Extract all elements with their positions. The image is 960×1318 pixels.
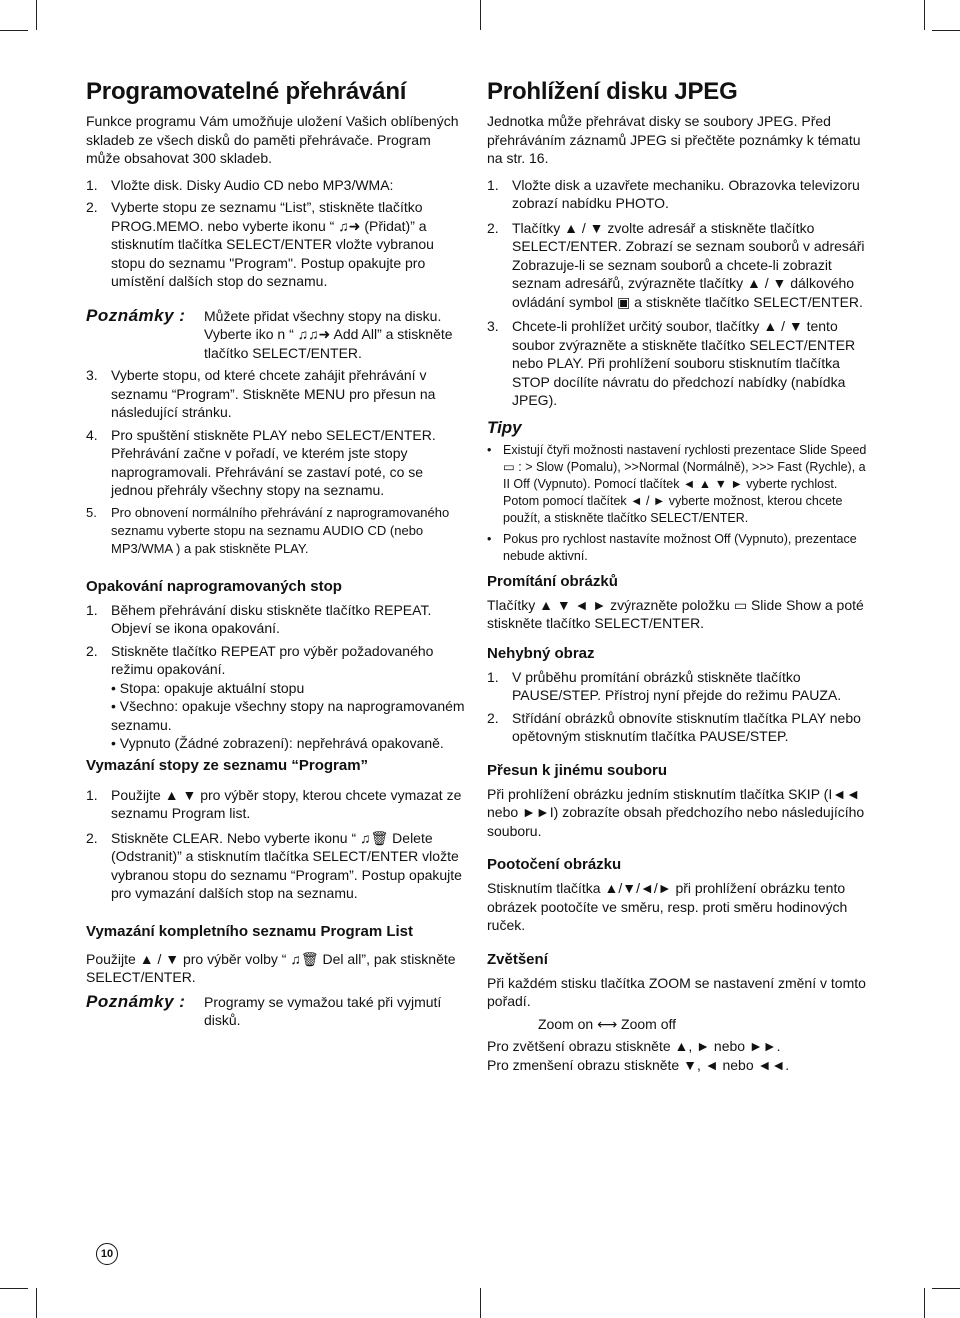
list-item: • Vypnuto (Žádné zobrazení): nepřehrává opakovaně. bbox=[111, 735, 444, 751]
section-title-program: Programovatelné přehrávání bbox=[86, 78, 407, 105]
right-column bbox=[487, 78, 873, 1074]
move-text: Při prohlížení obrázku jedním stisknutím tlačítka SKIP (I◄◄ nebo ►►I) zobrazíte obsah předchozího nebo následujícího souboru. bbox=[487, 785, 865, 839]
subsection-title-still: Nehybný obraz bbox=[487, 644, 595, 662]
zoom-text: Při každém stisku tlačítka ZOOM se nastavení změní v tomto pořadí. bbox=[487, 974, 866, 1009]
rotate-text: Stisknutím tlačítka ▲/▼/◄/► při prohlížení obrázku tento obrázek pootočíte ve směru, resp. proti směru hodinových ruček. bbox=[487, 880, 848, 933]
list-item: • Všechno: opakuje všechny stopy na naprogramovaném seznamu. bbox=[111, 698, 465, 733]
crop-mark-top-center bbox=[480, 0, 481, 30]
subsection-title-move: Přesun k jinému souboru bbox=[487, 761, 668, 779]
step-item: 2. Vyberte stopu ze seznamu “List”, stiskněte tlačítko PROG.MEMO. nebo vyberte ikonu “ ♫➜ (Přidat)” a stisknutím tlačítka SELECT/ENTER vložte vybranou stopu do seznamu "Program". Postup opakujte pro umístění dalších stop do seznamu. bbox=[86, 199, 434, 289]
note-block bbox=[86, 993, 468, 1030]
step-item: 3. Vyberte stopu, od které chcete zahájit přehrávání v seznamu “Program”. Stiskněte MENU pro přesun na následující stránku. bbox=[86, 367, 436, 420]
zoom-in-text: Pro zvětšení obrazu stiskněte ▲, ► nebo ►►. bbox=[487, 1038, 781, 1054]
section-title-jpeg: Prohlížení disku JPEG bbox=[487, 78, 738, 105]
crop-mark-bottom-left-h bbox=[0, 1288, 28, 1289]
intro-text: Jednotka může přehrávat disky se soubory JPEG. Před přehráváním záznamů JPEG si přečtěte poznámky k tématu na str. 16. bbox=[487, 113, 861, 166]
step-item: 3. Chcete-li prohlížet určitý soubor, tlačítky ▲ / ▼ tento soubor zvýrazněte a stiskněte tlačítko SELECT/ENTER nebo PLAY. Při prohlížení souboru stisknutím tlačítka STOP docílíte návratu do předchozí nabídky (nabídka JPEG). bbox=[487, 318, 856, 408]
crop-mark-bottom-right bbox=[924, 1288, 925, 1318]
step-item: 2. Střídání obrázků obnovíte stisknutím tlačítka PLAY nebo opětovným stisknutím tlačítka PAUSE/STEP. bbox=[487, 709, 861, 744]
step-item: 1. V průběhu promítání obrázků stiskněte tlačítko PAUSE/STEP. Přístroj nyní přejde do režimu PAUZA. bbox=[487, 668, 842, 703]
note-heading: Poznámky : bbox=[86, 305, 186, 325]
step-item: 1. Vložte disk. Disky Audio CD nebo MP3/WMA: bbox=[86, 176, 394, 193]
note-text: Můžete přidat všechny stopy na disku. Vyberte iko n “ ♫♫➜ Add All” a stiskněte tlačítko SELECT/ENTER. bbox=[204, 307, 453, 361]
crop-mark-top-left-h bbox=[0, 30, 28, 31]
subsection-title-slides: Promítání obrázků bbox=[487, 572, 618, 590]
slides-text: Tlačítky ▲ ▼ ◄ ► zvýrazněte položku ▭ Slide Show a poté stiskněte tlačítko SELECT/ENTER. bbox=[487, 596, 864, 631]
crop-mark-top-right bbox=[924, 0, 925, 30]
subsection-title-repeat: Opakování naprogramovaných stop bbox=[86, 577, 342, 595]
note-heading: Poznámky : bbox=[86, 991, 186, 1011]
subsection-title-delete-all: Vymazání kompletního seznamu Program List bbox=[86, 922, 414, 940]
step-item: 5. Pro obnovení normálního přehrávání z naprogramovaného seznamu vyberte stopu na seznamu AUDIO CD (nebo MP3/WMA ) a pak stiskněte PLAY. bbox=[86, 504, 450, 556]
zoom-sequence: Zoom on ⟷ Zoom off bbox=[537, 1015, 677, 1032]
crop-mark-bottom-left bbox=[36, 1288, 37, 1318]
note-text: Programy se vymažou také při vyjmutí disků. bbox=[204, 993, 442, 1028]
step-item: 1. Během přehrávání disku stiskněte tlačítko REPEAT. Objeví se ikona opakování. bbox=[86, 601, 432, 636]
delete-all-text: Použijte ▲ / ▼ pro výběr volby “ ♫🗑 Del all”, pak stiskněte SELECT/ENTER. bbox=[86, 950, 456, 985]
crop-mark-bottom-center bbox=[480, 1288, 481, 1318]
step-item: 2. Tlačítky ▲ / ▼ zvolte adresář a stiskněte tlačítko SELECT/ENTER. Zobrazí se seznam souborů v adresáři Zobrazuje-li se seznam souborů a chcete-li zobrazit seznam adresářů, zvýrazněte tlačítky ▲ / ▼ dálkového ovládání symbol ▣ a stiskněte tlačítko SELECT/ENTER. bbox=[487, 219, 865, 310]
subsection-title-zoom: Zvětšení bbox=[487, 950, 548, 968]
subsection-title-delete: Vymazání stopy ze seznamu “Program” bbox=[86, 756, 369, 774]
step-item: 2. Stiskněte tlačítko REPEAT pro výběr požadovaného režimu opakování. bbox=[86, 642, 434, 677]
left-column bbox=[86, 78, 468, 1030]
zoom-out-text: Pro zmenšení obrazu stiskněte ▼, ◄ nebo ◄◄. bbox=[487, 1056, 790, 1073]
intro-text: Funkce programu Vám umožňuje uložení Vašich oblíbených skladeb ze všech disků do paměti přehrávače. Program může obsahovat 300 skladeb. bbox=[86, 113, 459, 166]
step-item: 4. Pro spuštění stiskněte PLAY nebo SELECT/ENTER. Přehrávání začne v pořadí, ve kterém jste stopy naprogramovali. Přehrávání se zastaví poté, co se jednou přehrály všechny stopy na seznamu. bbox=[86, 426, 436, 498]
step-item: 1. Vložte disk a uzavřete mechaniku. Obrazovka televizoru zobrazí nabídku PHOTO. bbox=[487, 176, 860, 211]
step-item: 2. Stiskněte CLEAR. Nebo vyberte ikonu “ ♫🗑 Delete (Odstranit)” a stisknutím tlačítka SELECT/ENTER vložte vybranou stopu do seznamu “Program”. Postup opakujte pro vymazání dalších stop na seznamu. bbox=[86, 829, 462, 901]
crop-mark-top-right-h bbox=[932, 30, 960, 31]
tips-heading: Tipy bbox=[487, 417, 522, 437]
step-item: 1. Použijte ▲ ▼ pro výběr stopy, kterou chcete vymazat ze seznamu Program list. bbox=[86, 786, 462, 821]
page-number: 10 bbox=[96, 1243, 118, 1265]
tip-item: • Pokus pro rychlost nastavíte možnost Off (Vypnuto), prezentace nebude aktivní. bbox=[487, 531, 857, 563]
crop-mark-top-left bbox=[36, 0, 37, 30]
crop-mark-bottom-right-h bbox=[932, 1288, 960, 1289]
list-item: • Stopa: opakuje aktuální stopu bbox=[111, 679, 305, 696]
subsection-title-rotate: Pootočení obrázku bbox=[487, 856, 622, 873]
tip-item: • Existují čtyři možnosti nastavení rychlosti prezentace Slide Speed ▭ : > Slow (Pomalu), >>Normal (Normálně), >>> Fast (Rychle), a II Off (Vypnuto). Pomocí tlačítek ◄ ▲ ▼ ► vyberte rychlost. Potom pomocí tlačítek ◄ / ► vyberte možnost, kterou chcete použít, a stiskněte tlačítko SELECT/ENTER. bbox=[487, 442, 867, 525]
note-block bbox=[86, 307, 468, 363]
